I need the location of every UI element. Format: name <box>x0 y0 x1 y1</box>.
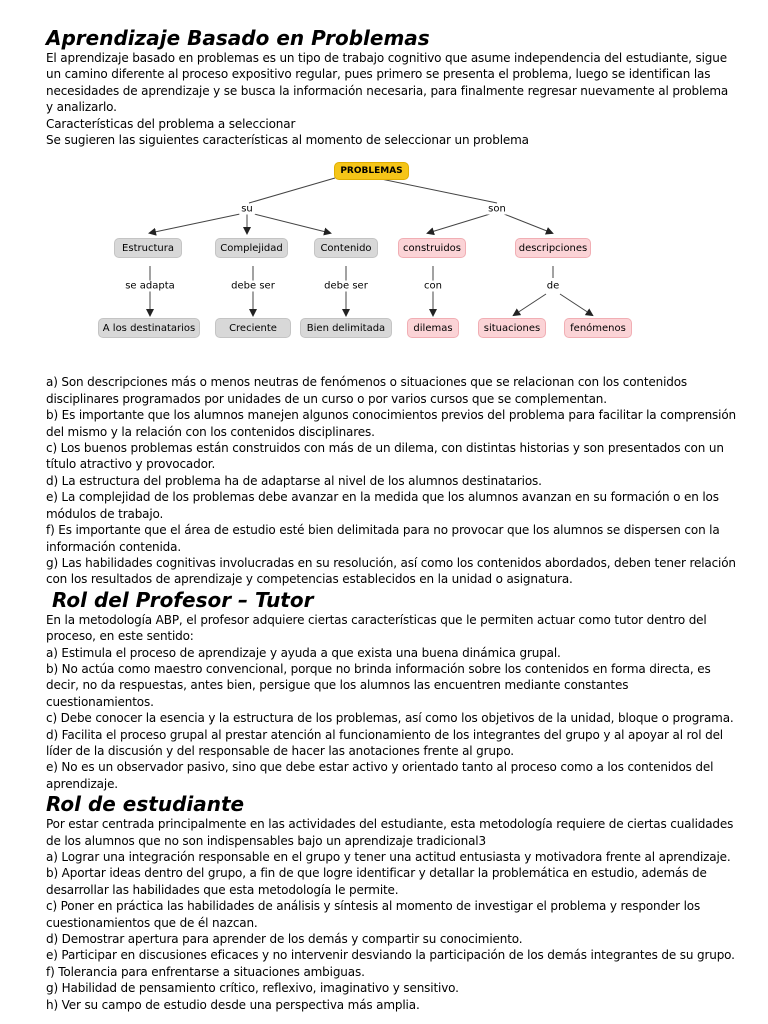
intro-subheading: Características del problema a seleccionar <box>46 116 296 131</box>
estudiante-paragraph: b) Aportar ideas dentro del grupo, a fin de que logre identificar y detallar la problemática en estudio, además de desarrollar las habilidades que esta metodología le permite. <box>46 866 707 897</box>
node-creciente: Creciente <box>215 318 291 338</box>
link-su: su <box>241 203 253 215</box>
link-debe-ser-1: debe ser <box>231 280 275 292</box>
node-fenomenos: fenómenos <box>564 318 632 338</box>
profesor-paragraph: d) Facilita el proceso grupal al prestar atención al funcionamiento de los integrantes del grupo y al apoyar al rol del líder de la discusión y del responsable de hacer las anotaciones frente al grupo. <box>46 727 723 758</box>
profesor-paragraph: c) Debe conocer la esencia y la estructura de los problemas, así como los objetivos de la unidad, bloque o programa. <box>46 711 734 726</box>
estudiante-paragraph: f) Tolerancia para enfrentarse a situaciones ambiguas. <box>46 964 365 979</box>
node-construidos: construidos <box>398 238 466 258</box>
concept-map <box>92 160 682 360</box>
node-bien-delimitada: Bien delimitada <box>300 318 392 338</box>
link-se-adapta: se adapta <box>125 280 175 292</box>
link-con: con <box>424 280 442 292</box>
profesor-paragraph: e) No es un observador pasivo, sino que debe estar activo y orientado tanto al proceso como a los contenidos del aprendizaje. <box>46 760 714 791</box>
node-a-los-destinatarios: A los destinatarios <box>98 318 200 338</box>
characteristic-item: g) Las habilidades cognitivas involucradas en su resolución, así como los contenidos abordados, deben tener relación con los resultados de aprendizaje y competencias establecidos en la unidad o asignatura. <box>46 555 736 587</box>
characteristic-item: c) Los buenos problemas están construidos con más de un dilema, con distintas historias y son presentados con un título atractivo y provocador. <box>46 441 724 472</box>
link-son: son <box>488 203 506 215</box>
node-complejidad: Complejidad <box>215 238 288 258</box>
document-page <box>46 26 736 1013</box>
characteristic-item: d) La estructura del problema ha de adaptarse al nivel de los alumnos destinatarios. <box>46 473 542 488</box>
node-dilemas: dilemas <box>407 318 459 338</box>
estudiante-section <box>46 816 736 1013</box>
estudiante-paragraph: e) Participar en discusiones eficaces y no intervenir desviando la participación de los demás integrantes de su grupo. <box>46 948 735 963</box>
intro-lead: Se sugieren las siguientes características al momento de seleccionar un problema <box>46 133 529 148</box>
profesor-paragraph: En la metodología ABP, el profesor adquiere ciertas características que le permiten actuar como tutor dentro del proceso, en este sentido: <box>46 612 707 644</box>
estudiante-paragraph: Por estar centrada principalmente en las actividades del estudiante, esta metodología requiere de ciertas cualidades de los alumnos que no son indispensables bajo un aprendizaje tradicional3 <box>46 817 734 848</box>
estudiante-paragraph: g) Habilidad de pensamiento crítico, reflexivo, imaginativo y sensitivo. <box>46 981 459 996</box>
characteristic-item: f) Es importante que el área de estudio esté bien delimitada para no provocar que los alumnos se dispersen con la información contenida. <box>46 523 720 554</box>
connector-root-su <box>249 178 335 203</box>
estudiante-paragraph: a) Lograr una integración responsable en el grupo y tener una actitud entusiasta y motivadora frente al aprendizaje. <box>46 850 731 864</box>
estudiante-paragraph: c) Poner en práctica las habilidades de análisis y síntesis al momento de investigar el problema y responder los cuestionamientos que de él nazcan. <box>46 899 701 930</box>
characteristics-list <box>46 374 736 587</box>
connector-root-son <box>376 178 497 203</box>
link-de: de <box>546 280 560 292</box>
node-problemas: PROBLEMAS <box>334 162 409 180</box>
profesor-paragraph: b) No actúa como maestro convencional, porque no brinda información sobre los contenidos en forma directa, es decir, no da respuestas, antes bien, persigue que los alumnos las encuentren mediante constantes cuestionamientos. <box>46 661 711 709</box>
node-estructura: Estructura <box>114 238 182 258</box>
profesor-section <box>46 612 736 792</box>
profesor-paragraph: a) Estimula el proceso de aprendizaje y ayuda a que exista una buena dinámica grupal. <box>46 645 561 660</box>
characteristic-item: e) La complejidad de los problemas debe avanzar en la medida que los alumnos avanzan en su formación o en los módulos de trabajo. <box>46 490 719 521</box>
node-contenido: Contenido <box>314 238 378 258</box>
node-descripciones: descripciones <box>515 238 591 258</box>
node-situaciones: situaciones <box>478 318 546 338</box>
characteristic-item: a) Son descripciones más o menos neutras de fenómenos o situaciones que se relacionan con los contenidos disciplinares programados por unidades de un curso o por varios cursos que se complementan. <box>46 375 688 406</box>
section-heading-estudiante: Rol de estudiante <box>46 792 245 817</box>
estudiante-paragraph: h) Ver su campo de estudio desde una perspectiva más amplia. <box>46 997 420 1012</box>
link-debe-ser-2: debe ser <box>324 280 368 292</box>
intro-paragraph: El aprendizaje basado en problemas es un tipo de trabajo cognitivo que asume independencia del estudiante, sigue un camino diferente al proceso expositivo regular, pues primero se presenta el problema, luego se identifican las necesidades de aprendizaje y se busca la información necesaria, para finalmente regresar nuevamente al problema y analizarlo. <box>46 51 729 115</box>
estudiante-paragraph: d) Demostrar apertura para aprender de los demás y compartir su conocimiento. <box>46 932 523 947</box>
characteristic-item: b) Es importante que los alumnos manejen algunos conocimientos previos del problema para facilitar la comprensión del mismo y la relación con los contenidos disciplinares. <box>46 408 736 439</box>
section-heading-profesor: Rol del Profesor – Tutor <box>52 587 314 612</box>
page-title: Aprendizaje Basado en Problemas <box>46 26 430 50</box>
